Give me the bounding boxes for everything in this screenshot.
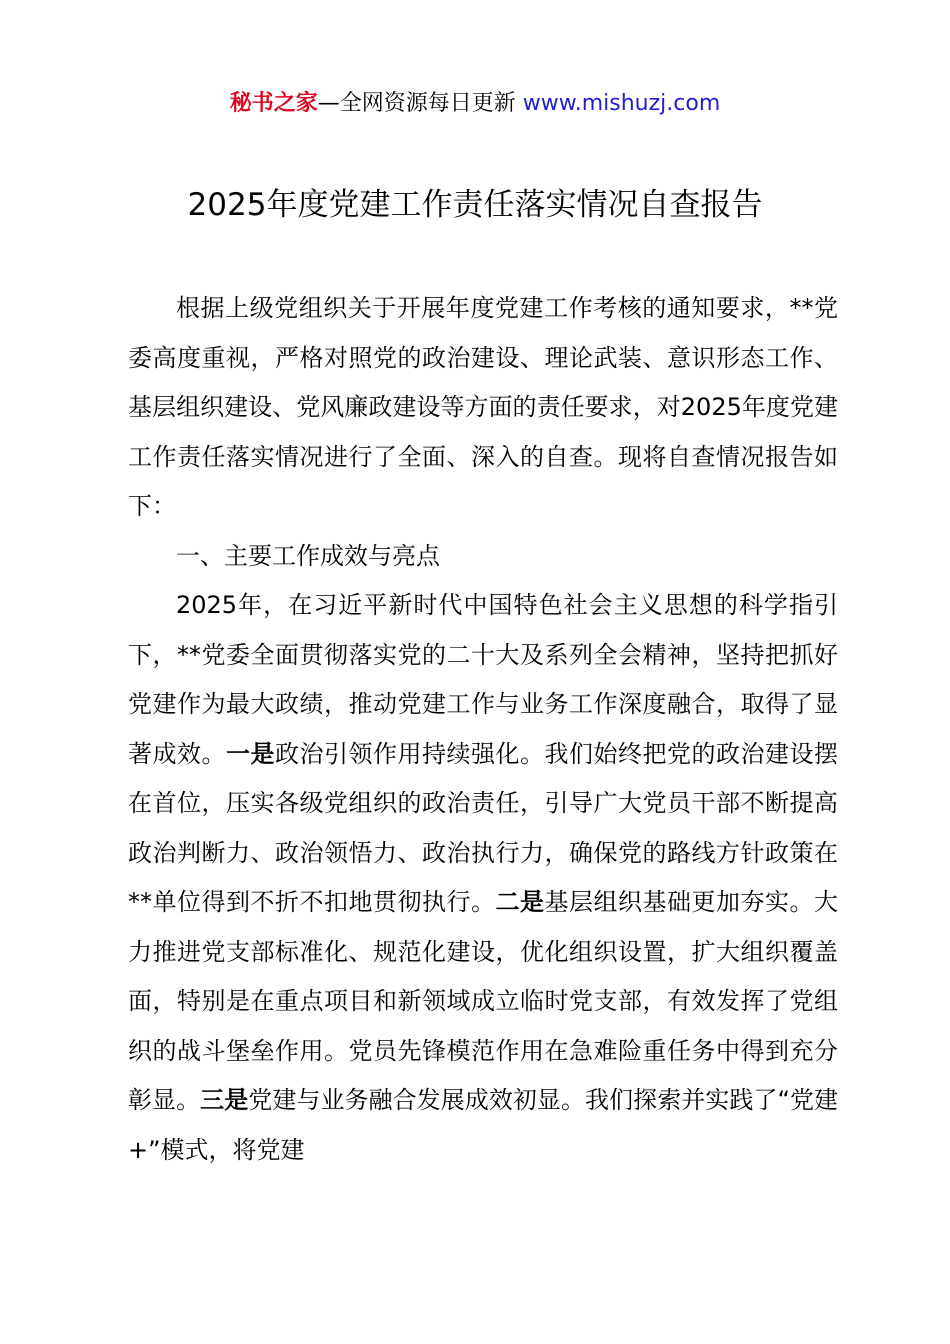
section-heading-1: 一、主要工作成效与亮点 xyxy=(176,541,440,570)
paragraph-text: 党建与业务融合发展成效初显。我们探索并实践了“党建+”模式，将党建 xyxy=(128,1086,839,1164)
bold-marker-2: 二是 xyxy=(495,888,545,916)
site-header xyxy=(0,86,950,122)
site-url-link[interactable]: www.mishuzj.com xyxy=(522,91,721,116)
paragraph-text: 2025年，在习近平新时代中国特色社会主义思想的科学指引下，**党委全面贯彻落实党的二十大及系列全会精神，坚持把抓好党建作为最大政绩，推动党建工作与业务工作深度融合，取得了显著成效。 xyxy=(128,591,838,768)
section-1-paragraph xyxy=(128,581,838,1175)
site-brand: 秘书之家 xyxy=(229,91,318,116)
bold-marker-1: 一是 xyxy=(226,739,275,768)
bold-marker-3: 三是 xyxy=(200,1086,249,1114)
document-body xyxy=(128,284,838,1175)
paragraph-text: 政治引领作用持续强化。我们始终把党的政治建设摆在首位，压实各级党组织的政治责任，引导广大党员干部不断提高政治判断力、政治领悟力、政治执行力，确保党的路线方针政策在**单位得到不折不扣地贯彻执行。 xyxy=(128,739,838,916)
intro-paragraph: 根据上级党组织关于开展年度党建工作考核的通知要求，**党委高度重视，严格对照党的政治建设、理论武装、意识形态工作、基层组织建设、党风廉政建设等方面的责任要求，对2025年度党建工作责任落实情况进行了全面、深入的自查。现将自查情况报告如下： xyxy=(128,294,838,520)
paragraph-text: 基层组织基础更加夯实。大力推进党支部标准化、规范化建设，优化组织设置，扩大组织覆盖面，特别是在重点项目和新领域成立临时党支部，有效发挥了党组织的战斗堡垒作用。党员先锋模范作用在急难险重任务中得到充分彰显。 xyxy=(128,888,838,1114)
site-tagline: —全网资源每日更新 xyxy=(317,91,523,116)
document-title: 2025年度党建工作责任落实情况自查报告 xyxy=(187,187,763,223)
